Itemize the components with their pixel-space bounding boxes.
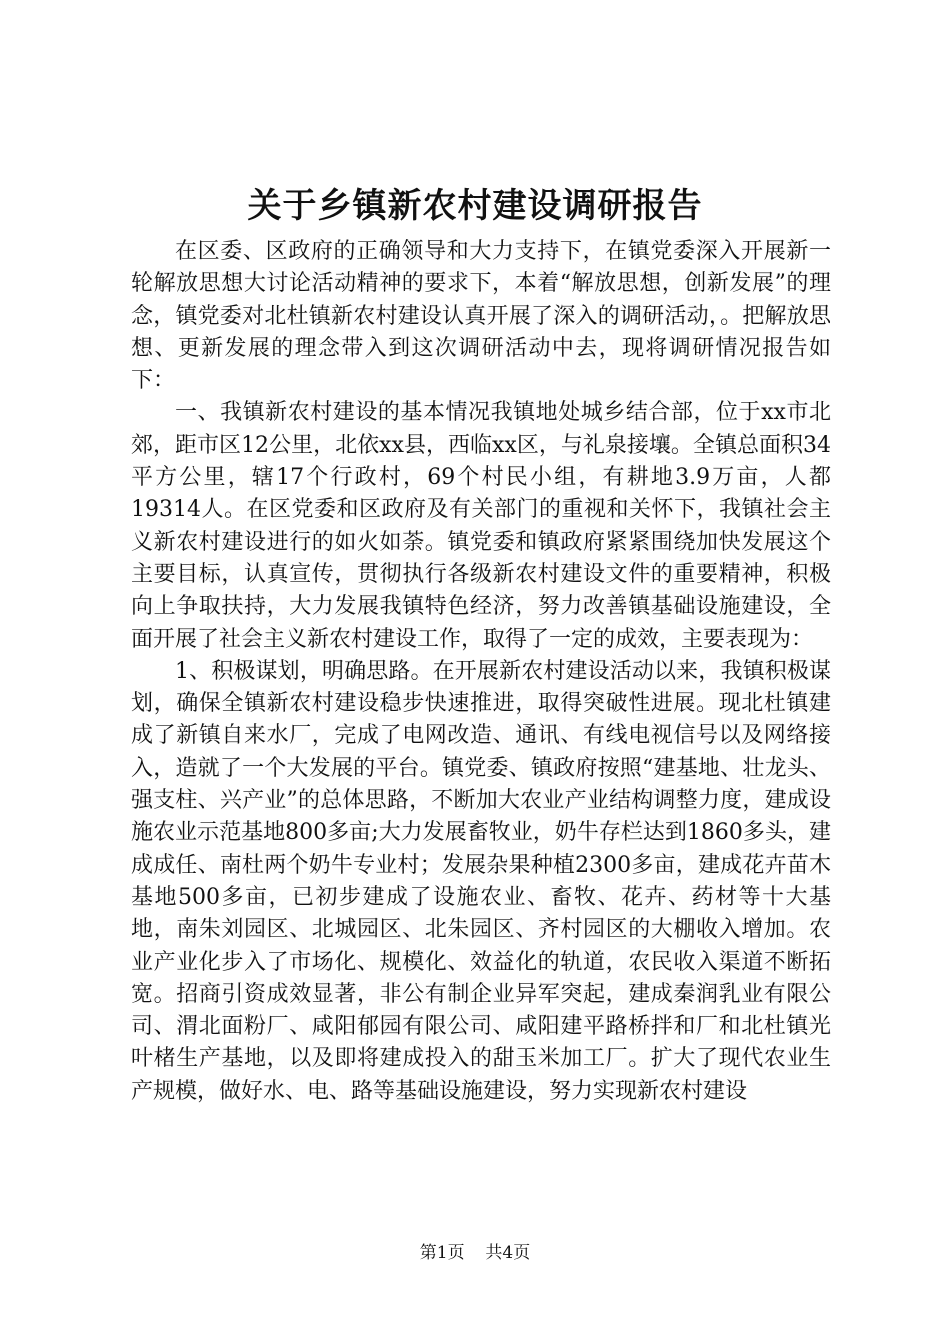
document-title: 关于乡镇新农村建设调研报告 <box>247 186 703 226</box>
paragraph-intro: 在区委、区政府的正确领导和大力支持下，在镇党委深入开展新一轮解放思想大讨论活动精神的要求下，本着“解放思想，创新发展”的理念，镇党委对北杜镇新农村建设认真开展了深入的调研活动，。把解放思想、更新发展的理念带入到这次调研活动中去，现将调研情况报告如下： <box>131 239 831 394</box>
page-footer <box>0 1241 950 1265</box>
page-total: 共4页 <box>485 1243 531 1263</box>
page-number: 第1页 <box>419 1243 465 1263</box>
paragraph-section-one: 一、我镇新农村建设的基本情况我镇地处城乡结合部，位于xx市北郊，距市区12公里，北依xx县，西临xx区，与礼泉接壤。全镇总面积34平方公里，辖17个行政村，69个村民小组，有耕地3.9万亩，人都19314人。在区党委和区政府及有关部门的重视和关怀下，我镇社会主义新农村建设进行的如火如荼。镇党委和镇政府紧紧围绕加快发展这个主要目标，认真宣传，贯彻执行各级新农村建设文件的重要精神，积极向上争取扶持，大力发展我镇特色经济，努力改善镇基础设施建设，全面开展了社会主义新农村建设工作，取得了一定的成效，主要表现为： <box>131 400 831 652</box>
paragraph-item-one: 1、积极谋划，明确思路。在开展新农村建设活动以来，我镇积极谋划，确保全镇新农村建设稳步快速推进，取得突破性进展。现北杜镇建成了新镇自来水厂，完成了电网改造、通讯、有线电视信号以及网络接入，造就了一个大发展的平台。镇党委、镇政府按照“建基地、壮龙头、强支柱、兴产业”的总体思路，不断加大农业产业结构调整力度，建成设施农业示范基地800多亩;大力发展畜牧业，奶牛存栏达到1860多头，建成成任、南杜两个奶牛专业村；发展杂果种植2300多亩，建成花卉苗木基地500多亩，已初步建成了设施农业、畜牧、花卉、药材等十大基地，南朱刘园区、北城园区、北朱园区、齐村园区的大棚收入增加。农业产业化步入了市场化、规模化、效益化的轨道，农民收入渠道不断拓宽。招商引资成效显著，非公有制企业异军突起，建成秦润乳业有限公司、渭北面粉厂、咸阳郁园有限公司、咸阳建平路桥拌和厂和北杜镇光叶楮生产基地，以及即将建成投入的甜玉米加工厂。扩大了现代农业生产规模，做好水、电、路等基础设施建设，努力实现新农村建设 <box>131 658 831 1104</box>
document-body <box>131 236 831 1108</box>
